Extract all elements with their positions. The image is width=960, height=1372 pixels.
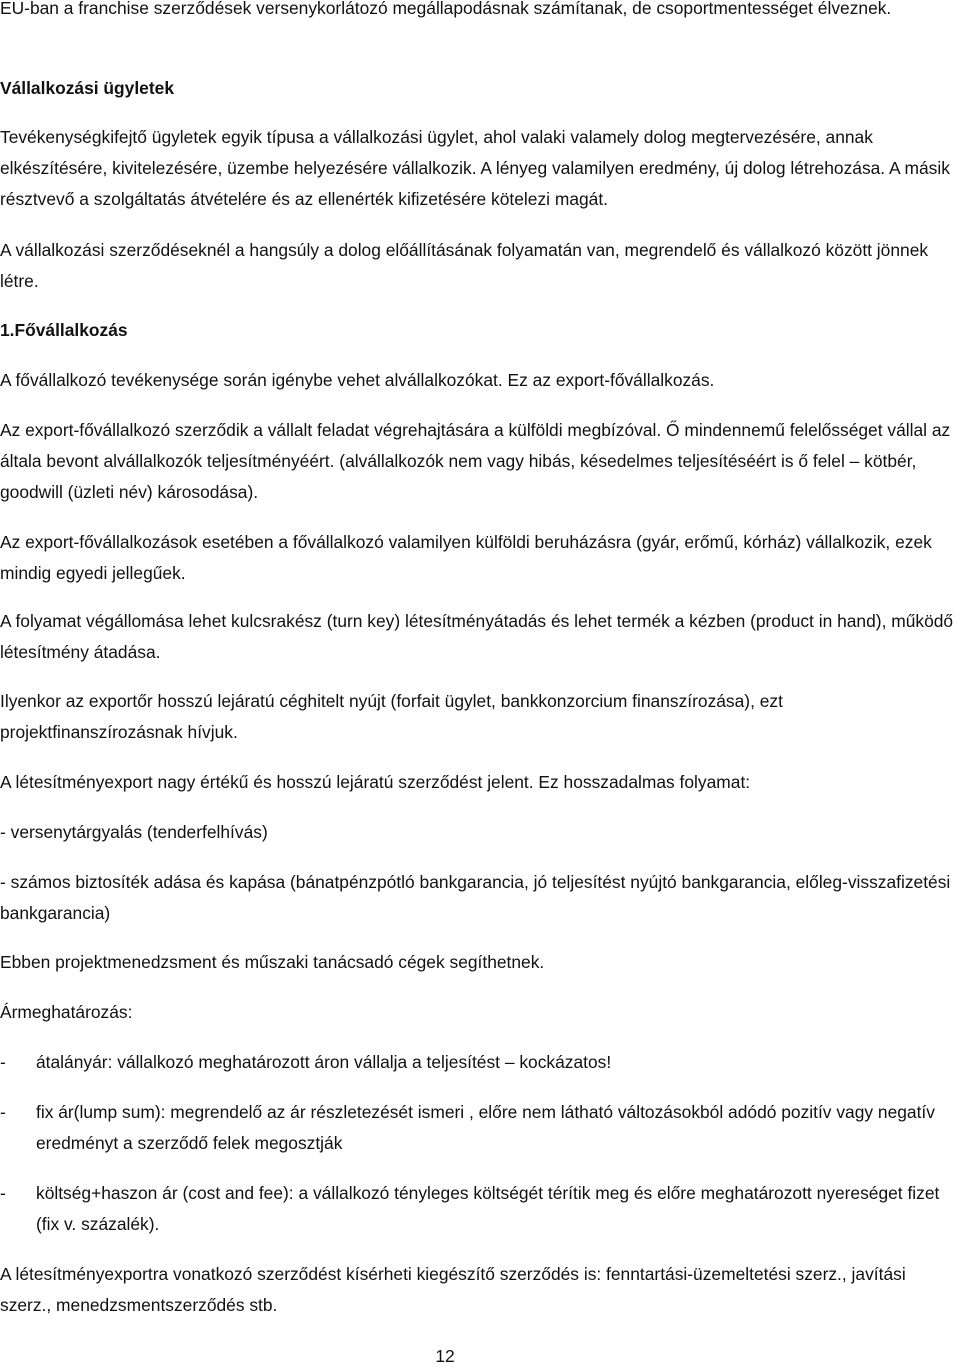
paragraph-folyamat-vegallomasa: A folyamat végállomása lehet kulcsrakész (turn key) létesítményátadás és lehet termék a kézben (product in hand), működő létesítmény átadása. <box>0 611 954 662</box>
paragraph-projektmenedzsment: Ebben projektmenedzsment és műszaki tanácsadó cégek segíthetnek. <box>0 952 545 972</box>
list-item-text: fix ár(lump sum): megrendelő az ár részletezését ismeri , előre nem látható változásokból adódó pozitív vagy negatív eredményt a szerződő felek megosztják <box>36 1102 935 1153</box>
list-dash: - <box>0 1052 6 1072</box>
paragraph-part: A másik résztvevő a szolgáltatás átvételére és az ellenérték kifizetésére kötelezi magát. <box>0 158 950 209</box>
paragraph-part: A lényeg valamilyen eredmény, új dolog létrehozása. <box>480 158 886 178</box>
intro-paragraph: EU-ban a franchise szerződések versenykorlátozó megállapodásnak számítanak, de csoportmentességet élveznek. <box>0 0 892 18</box>
list-dash: - <box>0 1183 6 1203</box>
list-item <box>0 1178 956 1240</box>
paragraph-biztositek: - számos biztosíték adása és kapása (bánatpénzpótló bankgarancia, jó teljesítést nyújtó bankgarancia, előleg-visszafizetési bankgarancia) <box>0 872 951 923</box>
page-number: 12 <box>435 1346 455 1366</box>
list-item-text: költség+haszon ár (cost and fee): a vállalkozó tényleges költségét térítik meg és előre meghatározott nyereséget fizet (fix v. százalék). <box>36 1183 940 1234</box>
list-item <box>0 1097 956 1159</box>
paragraph-versenytargyalas: - versenytárgyalás (tenderfelhívás) <box>0 822 268 842</box>
section-heading-fovallalkozas: 1.Fővállalkozás <box>0 320 128 340</box>
paragraph-export-fovallalkozasok: Az export-fővállalkozások esetében a fővállalkozó valamilyen külföldi beruházásra (gyár, erőmű, kórház) vállalkozik, ezek mindig egyedi jellegűek. <box>0 532 932 583</box>
paragraph-armeghatarozas: Ármeghatározás: <box>0 1002 133 1022</box>
paragraph-alvallalkozok: A fővállalkozó tevékenysége során igénybe vehet alvállalkozókat. Ez az export-fővállalkozás. <box>0 370 715 390</box>
paragraph-kiegeszito-szerzodes: A létesítményexportra vonatkozó szerződést kísérheti kiegészítő szerződés is: fenntartási-üzemeltetési szerz., javítási szerz., menedzsmentszerződés stb. <box>0 1264 906 1315</box>
list-item-text: átalányár: vállalkozó meghatározott áron vállalja a teljesítést – kockázatos! <box>36 1052 612 1072</box>
list-item <box>0 1047 956 1078</box>
paragraph-export-fovallalkozo: Az export-fővállalkozó szerződik a vállalt feladat végrehajtására a külföldi megbízóval. Ő mindennemű felelősséget vállal az általa bevont alvállalkozók teljesítményéért. (alvállalkozók nem vagy hibás, késedelmes teljesítéséért is ő felel – kötbér, goodwill (üzleti név) károsodása). <box>0 420 951 502</box>
paragraph-vallalkozasi-definition <box>0 122 956 215</box>
paragraph-projektfinanszirozas: Ilyenkor az exportőr hosszú lejáratú céghitelt nyújt (forfait ügylet, bankkonzorcium finanszírozása), ezt projektfinanszírozásnak hívjuk. <box>0 691 783 742</box>
paragraph-letesitmenyexport: A létesítményexport nagy értékű és hosszú lejáratú szerződést jelent. Ez hosszadalmas folyamat: <box>0 772 751 792</box>
list-dash: - <box>0 1102 6 1122</box>
section-heading-vallalkozasi: Vállalkozási ügyletek <box>0 78 174 98</box>
paragraph-part: Tevékenységkifejtő ügyletek egyik típusa a vállalkozási ügylet, ahol valaki valamely dolog megtervezésére, annak elkészítésére, kivitelezésére, üzembe helyezésére vállalkozik. <box>0 127 873 178</box>
paragraph-hangsuly: A vállalkozási szerződéseknél a hangsúly a dolog előállításának folyamatán van, megrendelő és vállalkozó között jönnek létre. <box>0 240 929 291</box>
